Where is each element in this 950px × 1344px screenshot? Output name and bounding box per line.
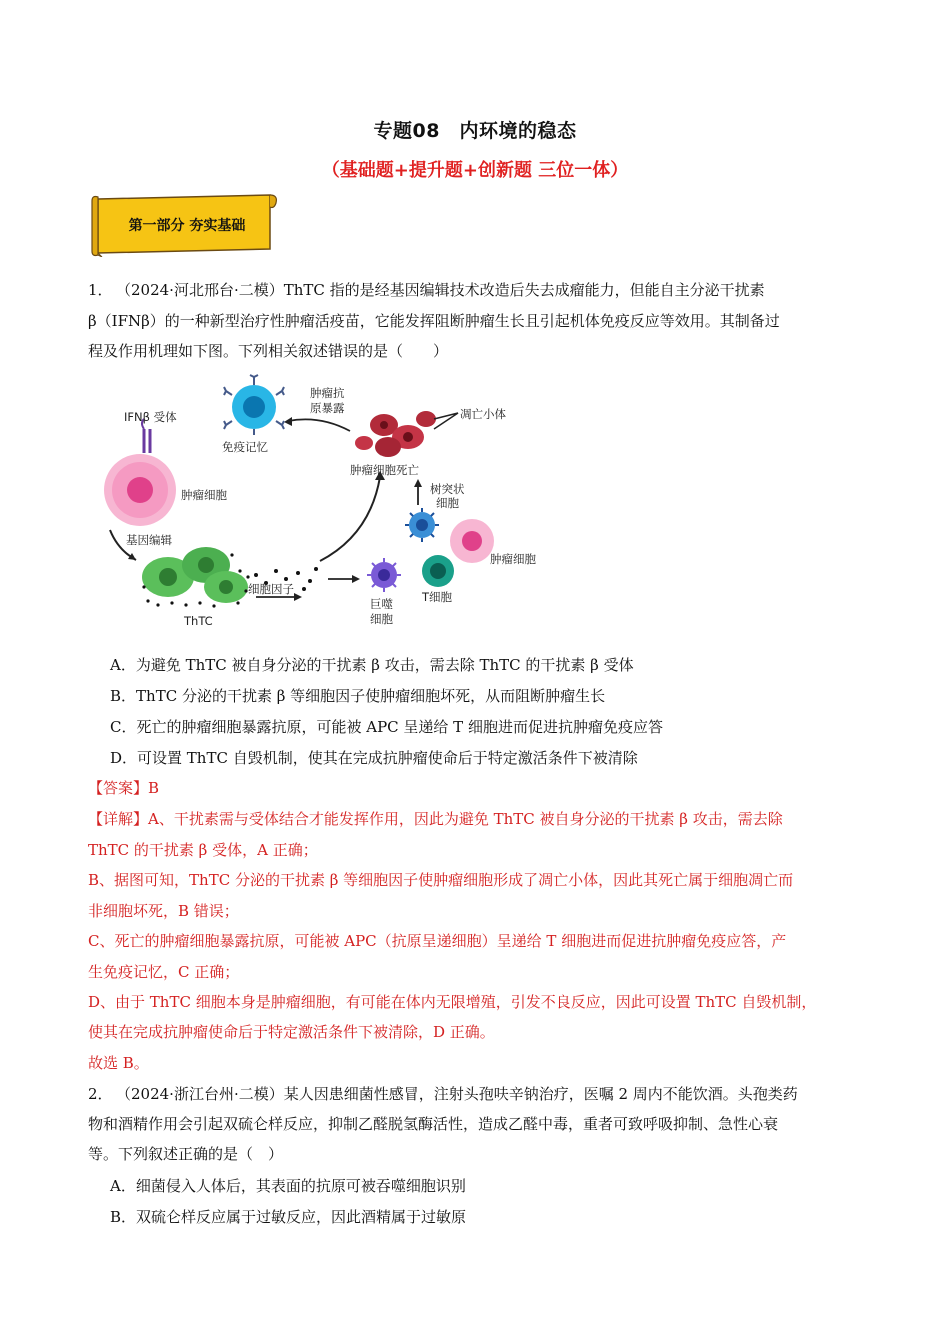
apoptotic-body-icon — [355, 411, 436, 457]
q1-conclusion: 故选 B。 — [88, 1054, 149, 1072]
q1-explanation-line-5: C、死亡的肿瘤细胞暴露抗原，可能被 APC（抗原呈递细胞）呈递给 T 细胞进而促进抗肿瘤免疫应答，产 — [88, 932, 787, 950]
mechanism-figure — [88, 365, 558, 640]
q1-option-d[interactable]: D．可设置 ThTC 自毁机制，使其在完成抗肿瘤使命后于特定激活条件下被清除 — [110, 749, 638, 767]
q1-explanation-line-8: 使其在完成抗肿瘤使命后于特定激活条件下被清除，D 正确。 — [88, 1023, 495, 1041]
q1-explanation-line-6: 生免疫记忆，C 正确； — [88, 963, 240, 981]
immune-memory-cell-icon — [224, 375, 284, 435]
t-cell-label: T细胞 — [422, 590, 453, 604]
gene-edit-label: 基因编辑 — [126, 533, 172, 547]
q1-option-c[interactable]: C．死亡的肿瘤细胞暴露抗原，可能被 APC 呈递给 T 细胞进而促进抗肿瘤免疫应答 — [110, 718, 663, 736]
q2-stem-line-1: 2． （2024·浙江台州·二模）某人因患细菌性感冒，注射头孢呋辛钠治疗，医嘱 2 周内不能饮酒。头孢类药 — [88, 1085, 798, 1103]
q1-stem-line-3: 程及作用机理如下图。下列相关叙述错误的是（ ） — [88, 342, 449, 360]
q1-explanation-line-4: 非细胞坏死，B 错误； — [88, 902, 239, 920]
t-cell-icon — [422, 555, 454, 587]
q2-option-b[interactable]: B．双硫仑样反应属于过敏反应，因此酒精属于过敏原 — [110, 1208, 467, 1226]
q1-explanation-line-2: ThTC 的干扰素 β 受体，A 正确； — [88, 841, 318, 859]
thtc-mechanism-diagram — [88, 365, 558, 640]
tumor-cell-2-label: 肿瘤细胞 — [490, 552, 536, 566]
section-banner — [88, 193, 278, 257]
curve-arrow-icon — [320, 477, 380, 561]
macrophage-label-2: 细胞 — [370, 612, 393, 626]
q1-stem-line-2: β（IFNβ）的一种新型治疗性肿瘤活疫苗，它能发挥阻断肿瘤生长且引起机体免疫反应等效用。其制备过 — [88, 312, 780, 330]
cytokine-label: 细胞因子 — [248, 582, 294, 596]
immune-memory-label: 免疫记忆 — [222, 440, 268, 454]
tumor-cell-label: 肿瘤细胞 — [181, 488, 227, 502]
dendritic-cell-icon — [405, 508, 439, 542]
q2-stem-line-2: 物和酒精作用会引起双硫仑样反应，抑制乙醛脱氢酶活性，造成乙醛中毒，重者可致呼吸抑制、急性心衰 — [88, 1115, 779, 1133]
page-subtitle: （基础题+提升题+创新题 三位一体） — [321, 160, 629, 181]
ifn-receptor-label: IFNβ 受体 — [124, 410, 177, 424]
macrophage-icon — [367, 558, 401, 592]
dendritic-label-1: 树突状 — [430, 482, 465, 496]
q2-stem-line-3: 等。下列叙述正确的是（ ） — [88, 1145, 284, 1163]
dendritic-label-2: 细胞 — [436, 496, 459, 510]
q1-stem-line-1: 1． （2024·河北邢台·二模）ThTC 指的是经基因编辑技术改造后失去成瘤能力，但能自主分泌干扰素 — [88, 281, 765, 299]
apoptotic-body-label: 凋亡小体 — [460, 407, 506, 421]
q2-number: 2． — [88, 1085, 113, 1103]
thtc-label: ThTC — [184, 614, 213, 628]
page-title: 专题08 内环境的稳态 — [373, 120, 577, 142]
q2-option-a[interactable]: A．细菌侵入人体后，其表面的抗原可被吞噬细胞识别 — [110, 1177, 466, 1195]
tumor-cell-2-icon — [450, 519, 494, 563]
tumor-cell-icon — [104, 454, 176, 526]
q1-explanation-line-7: D、由于 ThTC 细胞本身是肿瘤细胞，有可能在体内无限增殖，引发不良反应，因此可设置 ThTC 自毁机制， — [88, 993, 817, 1011]
antigen-label-1: 肿瘤抗 — [310, 386, 345, 400]
ifn-receptor-icon — [142, 419, 150, 453]
thtc-cells-icon — [142, 547, 250, 608]
macrophage-label-1: 巨噬 — [370, 597, 393, 611]
tumor-death-label: 肿瘤细胞死亡 — [350, 463, 419, 477]
antigen-label-2: 原暴露 — [310, 401, 345, 415]
q1-number: 1． — [88, 281, 113, 299]
q1-explanation-line-3: B、据图可知，ThTC 分泌的干扰素 β 等细胞因子使肿瘤细胞形成了凋亡小体，因此其死亡属于细胞凋亡而 — [88, 871, 794, 889]
q1-option-b[interactable]: B．ThTC 分泌的干扰素 β 等细胞因子使肿瘤细胞坏死，从而阻断肿瘤生长 — [110, 687, 606, 705]
section-label: 第一部分 夯实基础 — [128, 218, 246, 234]
q1-answer: 【答案】B — [88, 779, 160, 797]
q1-explanation-line-1: 【详解】A、干扰素需与受体结合才能发挥作用，因此为避免 ThTC 被自身分泌的干扰素 β 攻击，需去除 — [88, 810, 783, 828]
q1-option-a[interactable]: A．为避免 ThTC 被自身分泌的干扰素 β 攻击，需去除 ThTC 的干扰素 β 受体 — [110, 656, 634, 674]
